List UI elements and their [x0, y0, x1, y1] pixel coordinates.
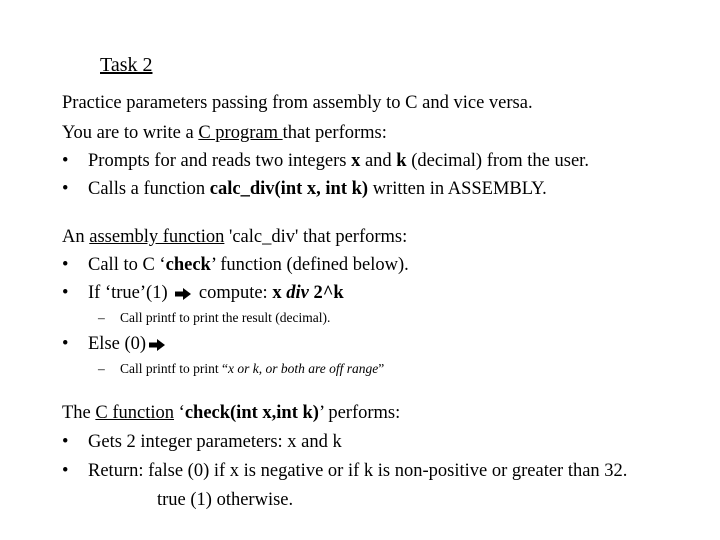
bullet-icon: • [62, 283, 69, 303]
bullet-icon: • [62, 432, 69, 452]
intro-line-1: Practice parameters passing from assembly to C and vice versa. [62, 93, 533, 113]
bullet-icon: • [62, 461, 69, 481]
page-title: Task 2 [100, 54, 153, 76]
right-arrow-icon [174, 287, 192, 301]
c-program-link[interactable]: C program [198, 123, 283, 143]
intro-line-2: You are to write a C program that performs: [62, 123, 387, 143]
bullet-icon: • [62, 255, 69, 275]
assembly-function-link[interactable]: assembly function [89, 227, 225, 247]
assembly-heading: An assembly function 'calc_div' that performs: [62, 227, 408, 247]
right-arrow-icon [148, 338, 166, 352]
dash-icon: – [98, 310, 105, 325]
c-function-link[interactable]: C function [95, 403, 175, 423]
return-true-line: true (1) otherwise. [157, 490, 294, 510]
c-function-heading: The C function ‘check(int x,int k)’ performs: [62, 403, 401, 423]
bullet-icon: • [62, 334, 69, 354]
bullet-icon: • [62, 151, 69, 171]
dash-icon: – [98, 361, 105, 376]
bullet-icon: • [62, 179, 69, 199]
